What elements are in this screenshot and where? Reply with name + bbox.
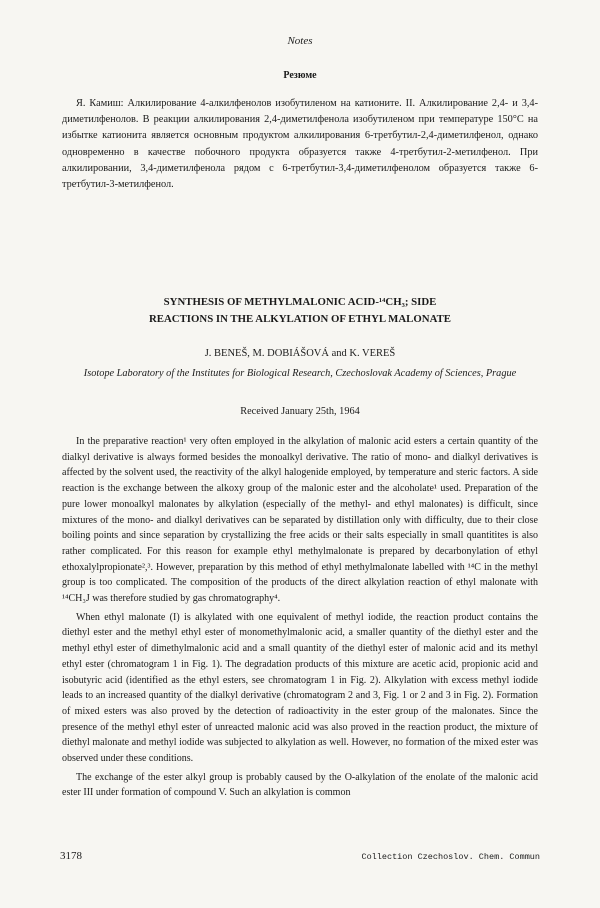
body-paragraph-2: When ethyl malonate (I) is alkylated with one equivalent of methyl iodide, the reaction product contains the diethyl ester and the methyl ethyl ester of monomethylmalonic acid, a smaller quantity of the diethyl ester and the methyl ethyl ester of dimethylmalonic acid and a small quantity of the diethyl ester of malonic acid and its methyl ethyl ester (chromatogram 1 in Fig. 1). The degradation products of this mixture are acetic acid, propionic acid and isobutyric acid (identified as the ethyl esters, see chromatogram 1 in Fig. 2). Alkylation with excess methyl iodide leads to an increased quantity of the dialkyl derivative (chromatogram 2 and 3, Fig. 1 or 2 and 3 in Fig. 2). Formation of mixed esters was also proved by the detection of radioactivity in the ester group of the malonates. Since the presence of the methyl ethyl ester of unreacted malonic acid was also proved in the reaction product, the mixture of diethyl malonate and methyl iodide was subjected to alkylation as well. However, no formation of the mixed ester was observed under these conditions. [62,611,538,765]
article-body [62,434,538,804]
resume-text: Я. Камиш: Алкилирование 4-алкилфенолов изобутиленом на катионите. II. Алкилирование 2,4- и 3,4-диметилфенолов. В реакции алкилирования 2,4-диметилфенола изобутиленом при температуре 150°С на избытке катионита является основным продуктом алкилирования 6-третбутил-2,4-диметилфенол, однако одновременно в качестве побочного продукта образуется также 4-третбутил-2-метилфенол. При алкилировании, 3,4-диметилфенола рядом с 6-третбутил-3,4-диметилфенолом образуется также 6-третбутил-3-метилфенол. [62,98,538,191]
journal-name: Collection Czechoslov. Chem. Commun [361,852,540,862]
article-title-line-2: REACTIONS IN THE ALKYLATION OF ETHYL MALONATE [149,313,451,325]
received-date: Received January 25th, 1964 [240,406,360,417]
body-paragraph-3: The exchange of the ester alkyl group is probably caused by the O-alkylation of the enolate of the malonic acid ester III under formation of compound V. Such an alkylation is common [62,771,538,799]
running-head: Notes [287,35,313,47]
article-title [60,294,540,328]
article-title-line-1: SYNTHESIS OF METHYLMALONIC ACID-¹⁴CH₃; SIDE [163,296,437,308]
resume-heading: Резюме [283,70,317,81]
body-paragraph-1: In the preparative reaction¹ very often employed in the alkylation of malonic acid esters a certain quantity of the dialkyl derivative is always formed besides the monoalkyl derivative. The ratio of mono- and dialkyl derivatives is affected by the solvent used, the reactivity of the alkyl halogenide employed, by temperature and steric factors. A side reaction is the exchange between the alkoxy group of the malonic ester and the alcoholate¹ used. Preparation of the pure lower monoalkyl malonates by alkylation (especially of the methyl- and ethyl malonates) is difficult, since mixtures of the mono- and dialkyl derivatives can be separated by distillation only with difficulty, due to their close boiling points and since separation by crystallizing the free acids or their salts especially in small quantitites is also rather complicated. For this reason for example ethyl methylmalonate is prepared by decarbonylation of ethyl ethoxalylpropionate²,³. However, preparation by this method of ethyl methylmalonate labelled with ¹⁴C in the methyl group is too complicated. The composition of the products of the direct alkylation reaction of ethyl malonate with ¹⁴CH₃J was therefore studied by gas chromatography⁴. [62,436,538,605]
page-number: 3178 [60,850,82,862]
affiliation: Isotope Laboratory of the Institutes for Biological Research, Czechoslovak Academy of Sciences, Prague [83,368,517,379]
authors: J. BENEŠ, M. DOBIÁŠOVÁ and K. VEREŠ [204,348,396,359]
